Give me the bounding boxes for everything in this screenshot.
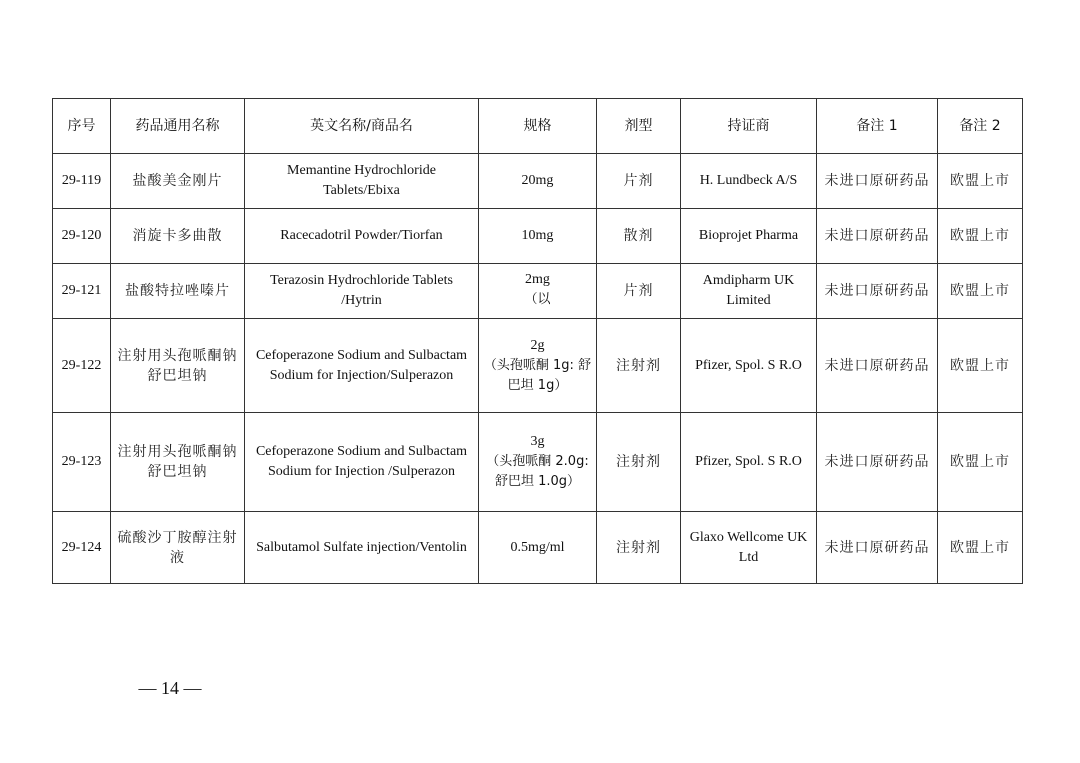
table-row — [53, 264, 1023, 319]
table-row — [53, 512, 1023, 584]
cell-note2: 欧盟上市 — [938, 209, 1023, 264]
spec-note: （头孢哌酮 1g: 舒巴坦 1g） — [483, 357, 592, 393]
cell-form: 注射剂 — [597, 413, 681, 512]
col-header-note1: 备注 1 — [817, 99, 938, 154]
cell-no: 29-123 — [53, 413, 111, 512]
col-header-note2: 备注 2 — [938, 99, 1023, 154]
cell-name-cn: 盐酸美金刚片 — [111, 154, 245, 209]
cell-note2: 欧盟上市 — [938, 512, 1023, 584]
cell-spec — [479, 413, 597, 512]
spec-clip — [483, 270, 592, 312]
drug-table — [52, 98, 1023, 584]
cell-note1: 未进口原研药品 — [817, 319, 938, 413]
cell-holder: Pfizer, Spol. S R.O — [681, 319, 817, 413]
cell-name-cn: 硫酸沙丁胺醇注射液 — [111, 512, 245, 584]
cell-holder: Bioprojet Pharma — [681, 209, 817, 264]
cell-name-en: Memantine Hydrochloride Tablets/Ebixa — [245, 154, 479, 209]
cell-name-cn: 注射用头孢哌酮钠舒巴坦钠 — [111, 319, 245, 413]
cell-spec: 0.5mg/ml — [479, 512, 597, 584]
cell-spec — [479, 264, 597, 319]
col-header-name-cn: 药品通用名称 — [111, 99, 245, 154]
cell-no: 29-120 — [53, 209, 111, 264]
spec-note: （以 — [524, 292, 551, 307]
cell-name-en: Cefoperazone Sodium and Sulbactam Sodium for Injection /Sulperazon — [245, 413, 479, 512]
cell-note1: 未进口原研药品 — [817, 512, 938, 584]
cell-spec: 20mg — [479, 154, 597, 209]
page-number: — 14 — — [138, 678, 202, 698]
cell-holder: Amdipharm UK Limited — [681, 264, 817, 319]
cell-spec — [479, 319, 597, 413]
cell-name-en: Terazosin Hydrochloride Tablets /Hytrin — [245, 264, 479, 319]
cell-name-cn: 盐酸特拉唑嗪片 — [111, 264, 245, 319]
cell-form: 注射剂 — [597, 512, 681, 584]
cell-name-cn: 注射用头孢哌酮钠舒巴坦钠 — [111, 413, 245, 512]
cell-note1: 未进口原研药品 — [817, 264, 938, 319]
table-row — [53, 319, 1023, 413]
cell-name-en: Salbutamol Sulfate injection/Ventolin — [245, 512, 479, 584]
cell-note1: 未进口原研药品 — [817, 154, 938, 209]
cell-form: 注射剂 — [597, 319, 681, 413]
col-header-form: 剂型 — [597, 99, 681, 154]
cell-no: 29-122 — [53, 319, 111, 413]
header-row — [53, 99, 1023, 154]
col-header-no: 序号 — [53, 99, 111, 154]
table-row — [53, 413, 1023, 512]
cell-form: 散剂 — [597, 209, 681, 264]
cell-name-cn: 消旋卡多曲散 — [111, 209, 245, 264]
cell-note2: 欧盟上市 — [938, 319, 1023, 413]
spec-note: （头孢哌酮 2.0g: 舒巴坦 1.0g） — [486, 454, 589, 489]
cell-holder: Pfizer, Spol. S R.O — [681, 413, 817, 512]
cell-form: 片剂 — [597, 264, 681, 319]
col-header-name-en: 英文名称/商品名 — [245, 99, 479, 154]
spec-value: 2mg — [525, 272, 550, 287]
cell-name-en: Cefoperazone Sodium and Sulbactam Sodium for Injection/Sulperazon — [245, 319, 479, 413]
cell-note2: 欧盟上市 — [938, 264, 1023, 319]
spec-value: 2g — [530, 337, 545, 353]
cell-note1: 未进口原研药品 — [817, 413, 938, 512]
cell-spec: 10mg — [479, 209, 597, 264]
cell-note1: 未进口原研药品 — [817, 209, 938, 264]
cell-name-en: Racecadotril Powder/Tiorfan — [245, 209, 479, 264]
table-row — [53, 154, 1023, 209]
cell-no: 29-124 — [53, 512, 111, 584]
cell-note2: 欧盟上市 — [938, 413, 1023, 512]
table-row — [53, 209, 1023, 264]
spec-value: 3g — [530, 434, 545, 449]
cell-no: 29-121 — [53, 264, 111, 319]
cell-holder: H. Lundbeck A/S — [681, 154, 817, 209]
cell-no: 29-119 — [53, 154, 111, 209]
cell-form: 片剂 — [597, 154, 681, 209]
col-header-holder: 持证商 — [681, 99, 817, 154]
col-header-spec: 规格 — [479, 99, 597, 154]
cell-holder: Glaxo Wellcome UK Ltd — [681, 512, 817, 584]
cell-note2: 欧盟上市 — [938, 154, 1023, 209]
